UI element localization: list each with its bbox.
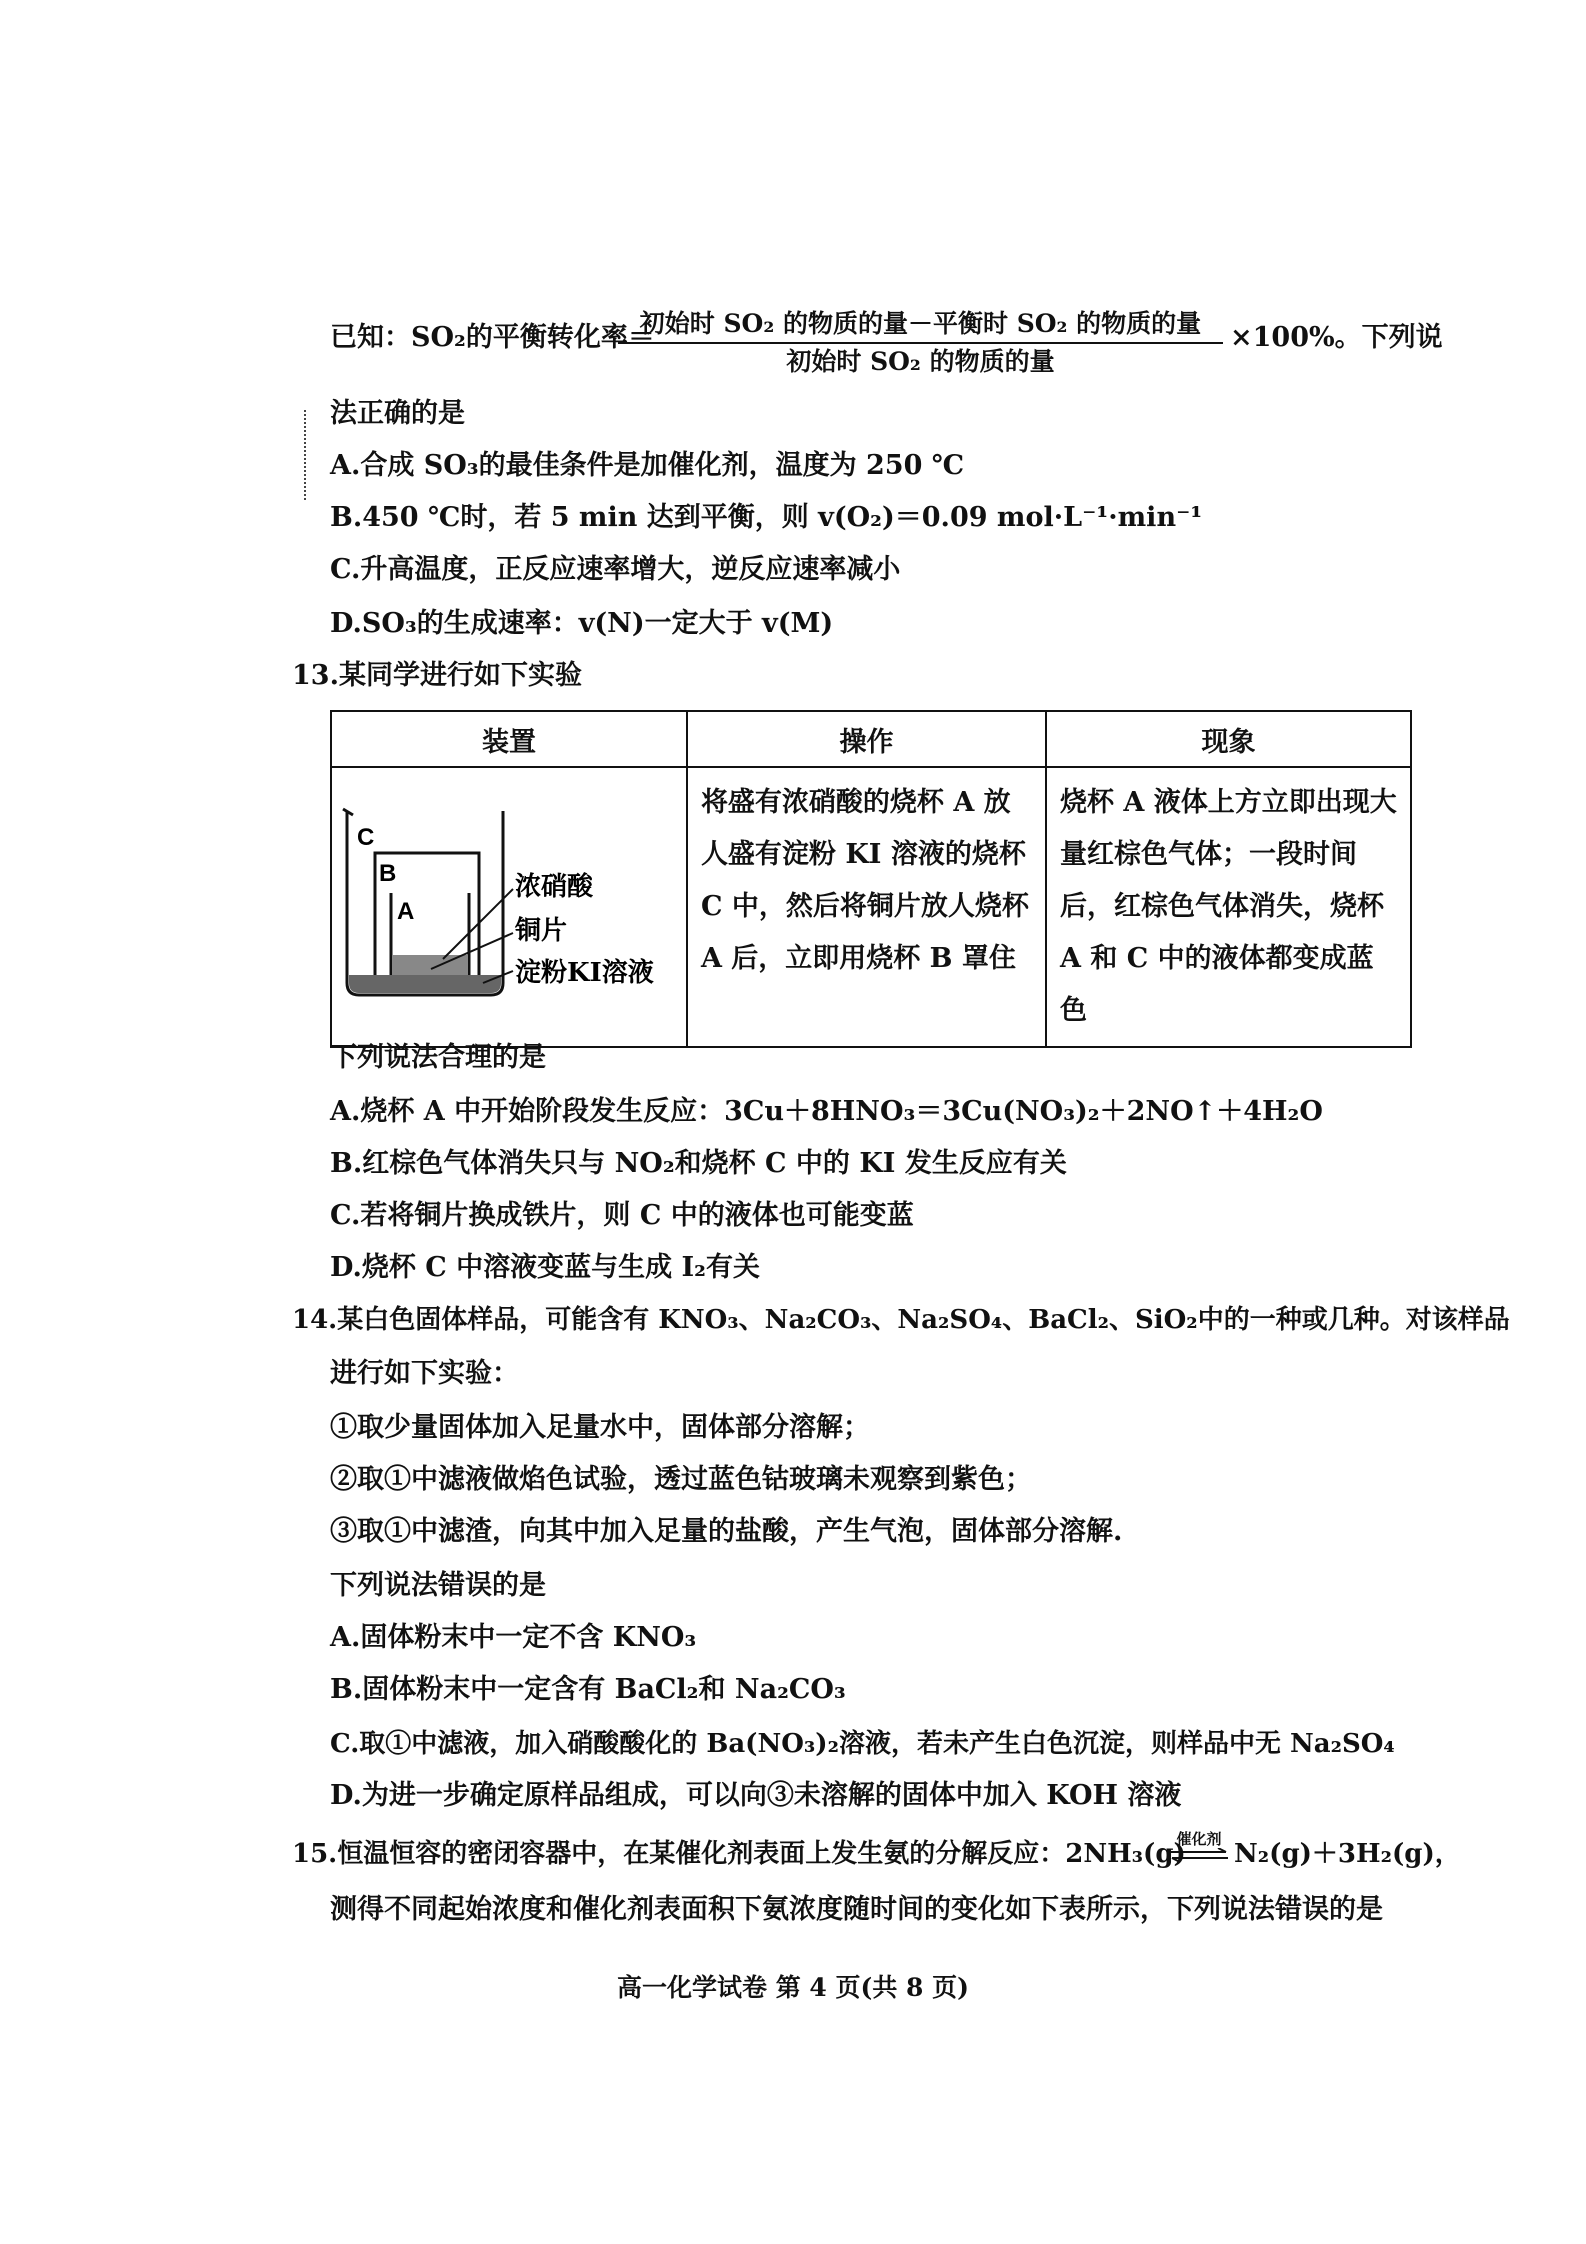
operation-cell bbox=[687, 767, 1046, 1047]
q12-prefix: 已知：SO₂的平衡转化率＝ bbox=[330, 322, 655, 353]
q14-stem-line1: 14.某白色固体样品，可能含有 KNO₃、Na₂CO₃、Na₂SO₄、BaCl₂、SiO₂中的一种或几种。对该样品 bbox=[292, 1305, 1510, 1335]
q12-option-d: D.SO₃的生成速率：v(N)一定大于 v(M) bbox=[330, 608, 834, 639]
q14-option-a: A.固体粉末中一定不含 KNO₃ bbox=[330, 1622, 697, 1653]
label-a: A bbox=[397, 898, 415, 925]
apparatus-cell bbox=[331, 767, 687, 1047]
label-b: B bbox=[379, 860, 397, 887]
q12-stem-end: 法正确的是 bbox=[330, 398, 465, 429]
table-header-apparatus: 装置 bbox=[331, 711, 687, 767]
q13-option-c: C.若将铜片换成铁片，则 C 中的液体也可能变蓝 bbox=[330, 1200, 914, 1231]
phenomenon-cell bbox=[1046, 767, 1411, 1047]
table-header-operation: 操作 bbox=[687, 711, 1046, 767]
label-ki-solution: 淀粉KI溶液 bbox=[515, 958, 654, 988]
q14-step-2: ②取①中滤液做焰色试验，透过蓝色钴玻璃未观察到紫色； bbox=[330, 1464, 1032, 1495]
q14-stem-line2: 进行如下实验： bbox=[330, 1358, 519, 1389]
label-c: C bbox=[357, 824, 375, 851]
q14-option-d: D.为进一步确定原样品组成，可以向③未溶解的固体中加入 KOH 溶液 bbox=[330, 1780, 1182, 1811]
label-copper: 铜片 bbox=[515, 916, 568, 946]
q13-option-a: A.烧杯 A 中开始阶段发生反应：3Cu＋8HNO₃＝3Cu(NO₃)₂＋2NO↑＋4H₂O bbox=[330, 1096, 1323, 1127]
q14-step-3: ③取①中滤渣，向其中加入足量的盐酸，产生气泡，固体部分溶解. bbox=[330, 1516, 1123, 1547]
q14-option-c: C.取①中滤液，加入硝酸酸化的 Ba(NO₃)₂溶液，若未产生白色沉淀，则样品中无 Na₂SO₄ bbox=[330, 1729, 1395, 1759]
label-nitric-acid: 浓硝酸 bbox=[515, 872, 594, 902]
q14-ask: 下列说法错误的是 bbox=[330, 1570, 546, 1601]
q12-numerator: 初始时 SO₂ 的物质的量－平衡时 SO₂ 的物质的量 bbox=[618, 308, 1223, 344]
apparatus-diagram bbox=[333, 769, 683, 1015]
phenomenon-text: 烧杯 A 液体上方立即出现大量红棕色气体；一段时间后，红棕色气体消失，烧杯 A 和 C 中的液体都变成蓝色 bbox=[1060, 787, 1397, 1026]
q12-option-a: A.合成 SO₃的最佳条件是加催化剂，温度为 250 ℃ bbox=[330, 450, 965, 481]
table-header-phenomenon: 现象 bbox=[1046, 711, 1411, 767]
q12-fraction bbox=[618, 308, 1223, 378]
q15-line1-b: N₂(g)＋3H₂(g)， bbox=[1234, 1839, 1461, 1869]
page-footer: 高一化学试卷 第 4 页(共 8 页) bbox=[617, 1973, 969, 2002]
reversible-arrow bbox=[1168, 1848, 1230, 1862]
ki-solution-liquid bbox=[349, 975, 501, 993]
operation-text: 将盛有浓硝酸的烧杯 A 放人盛有淀粉 KI 溶液的烧杯 C 中，然后将铜片放人烧杯 A 后，立即用烧杯 B 罩住 bbox=[700, 787, 1029, 974]
q14-step-1: ①取少量固体加入足量水中，固体部分溶解； bbox=[330, 1412, 870, 1443]
q13-experiment-table bbox=[330, 710, 1412, 1048]
q13-option-b: B.红棕色气体消失只与 NO₂和烧杯 C 中的 KI 发生反应有关 bbox=[330, 1148, 1067, 1179]
q14-option-b: B.固体粉末中一定含有 BaCl₂和 Na₂CO₃ bbox=[330, 1674, 846, 1705]
q15-catalyst-label: 催化剂 bbox=[1176, 1830, 1222, 1848]
q13-stem: 13.某同学进行如下实验 bbox=[292, 660, 582, 691]
q12-suffix: ×100%。下列说 bbox=[1230, 322, 1443, 353]
q13-option-d: D.烧杯 C 中溶液变蓝与生成 I₂有关 bbox=[330, 1252, 760, 1283]
q15-line1-a: 15.恒温恒容的密闭容器中，在某催化剂表面上发生氨的分解反应：2NH₃(g) bbox=[292, 1839, 1186, 1869]
q13-ask: 下列说法合理的是 bbox=[330, 1042, 546, 1073]
q12-option-b: B.450 ℃时，若 5 min 达到平衡，则 v(O₂)＝0.09 mol·L⁻¹·min⁻¹ bbox=[330, 502, 1203, 533]
margin-dots bbox=[304, 410, 309, 500]
q12-denominator: 初始时 SO₂ 的物质的量 bbox=[786, 347, 1055, 376]
q12-option-c: C.升高温度，正反应速率增大，逆反应速率减小 bbox=[330, 554, 901, 585]
q15-line2: 测得不同起始浓度和催化剂表面积下氨浓度随时间的变化如下表所示，下列说法错误的是 bbox=[330, 1894, 1383, 1925]
